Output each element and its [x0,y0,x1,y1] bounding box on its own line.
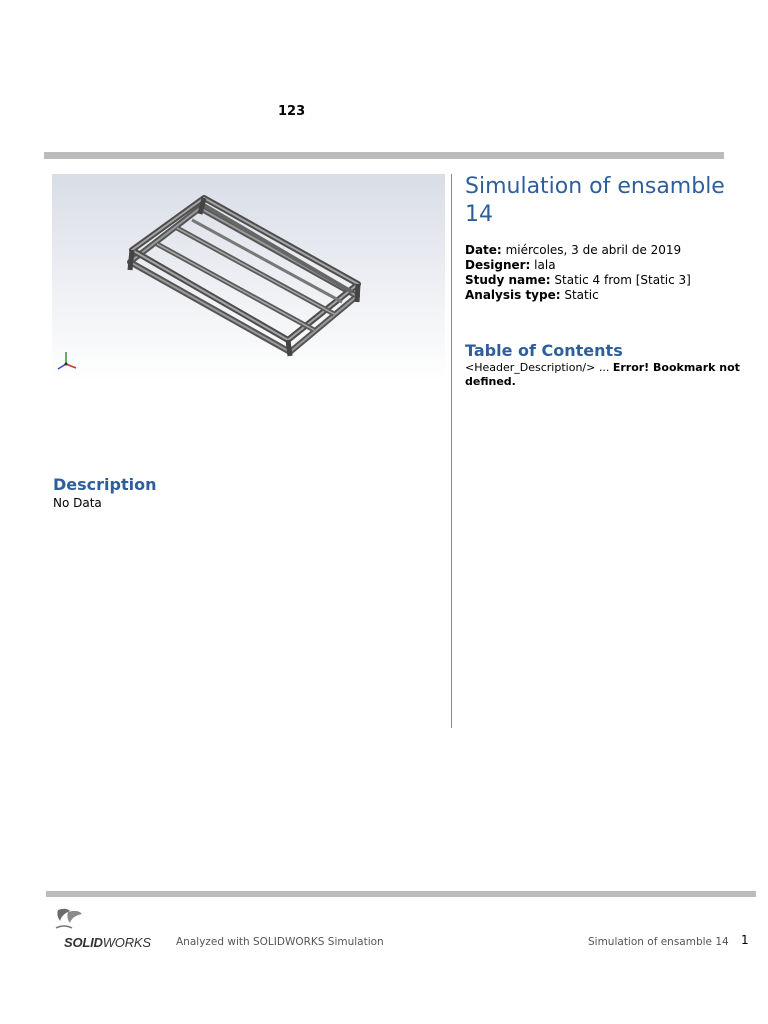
frame-model-render [52,174,445,382]
footer-page-number: 1 [741,933,749,947]
header-page-code: 123 [278,104,306,119]
xyz-triad-icon [58,352,76,369]
meta-study-name: Study name: Static 4 from [Static 3] [465,273,691,287]
bottom-divider [46,891,756,897]
model-preview-image [52,174,445,382]
toc-entry-error: Error! Bookmark not defined. [465,361,740,388]
column-divider [451,174,452,728]
solidworks-wordmark: SOLIDWORKS [64,935,151,950]
toc-heading: Table of Contents [465,341,623,360]
toc-entry-text: <Header_Description/> ... [465,361,613,374]
meta-date: Date: miércoles, 3 de abril de 2019 [465,243,682,257]
study-metadata [465,243,755,303]
description-body: No Data [53,496,102,510]
toc-entry[interactable] [465,361,755,389]
meta-analysis-type: Analysis type: Static [465,288,599,302]
footer-document-title: Simulation of ensamble 14 [588,936,729,948]
meta-designer: Designer: lala [465,258,556,272]
document-title: Simulation of ensamble 14 [465,174,725,227]
description-heading: Description [53,475,157,494]
footer-analyzed-with: Analyzed with SOLIDWORKS Simulation [176,936,384,948]
top-divider [44,152,724,159]
